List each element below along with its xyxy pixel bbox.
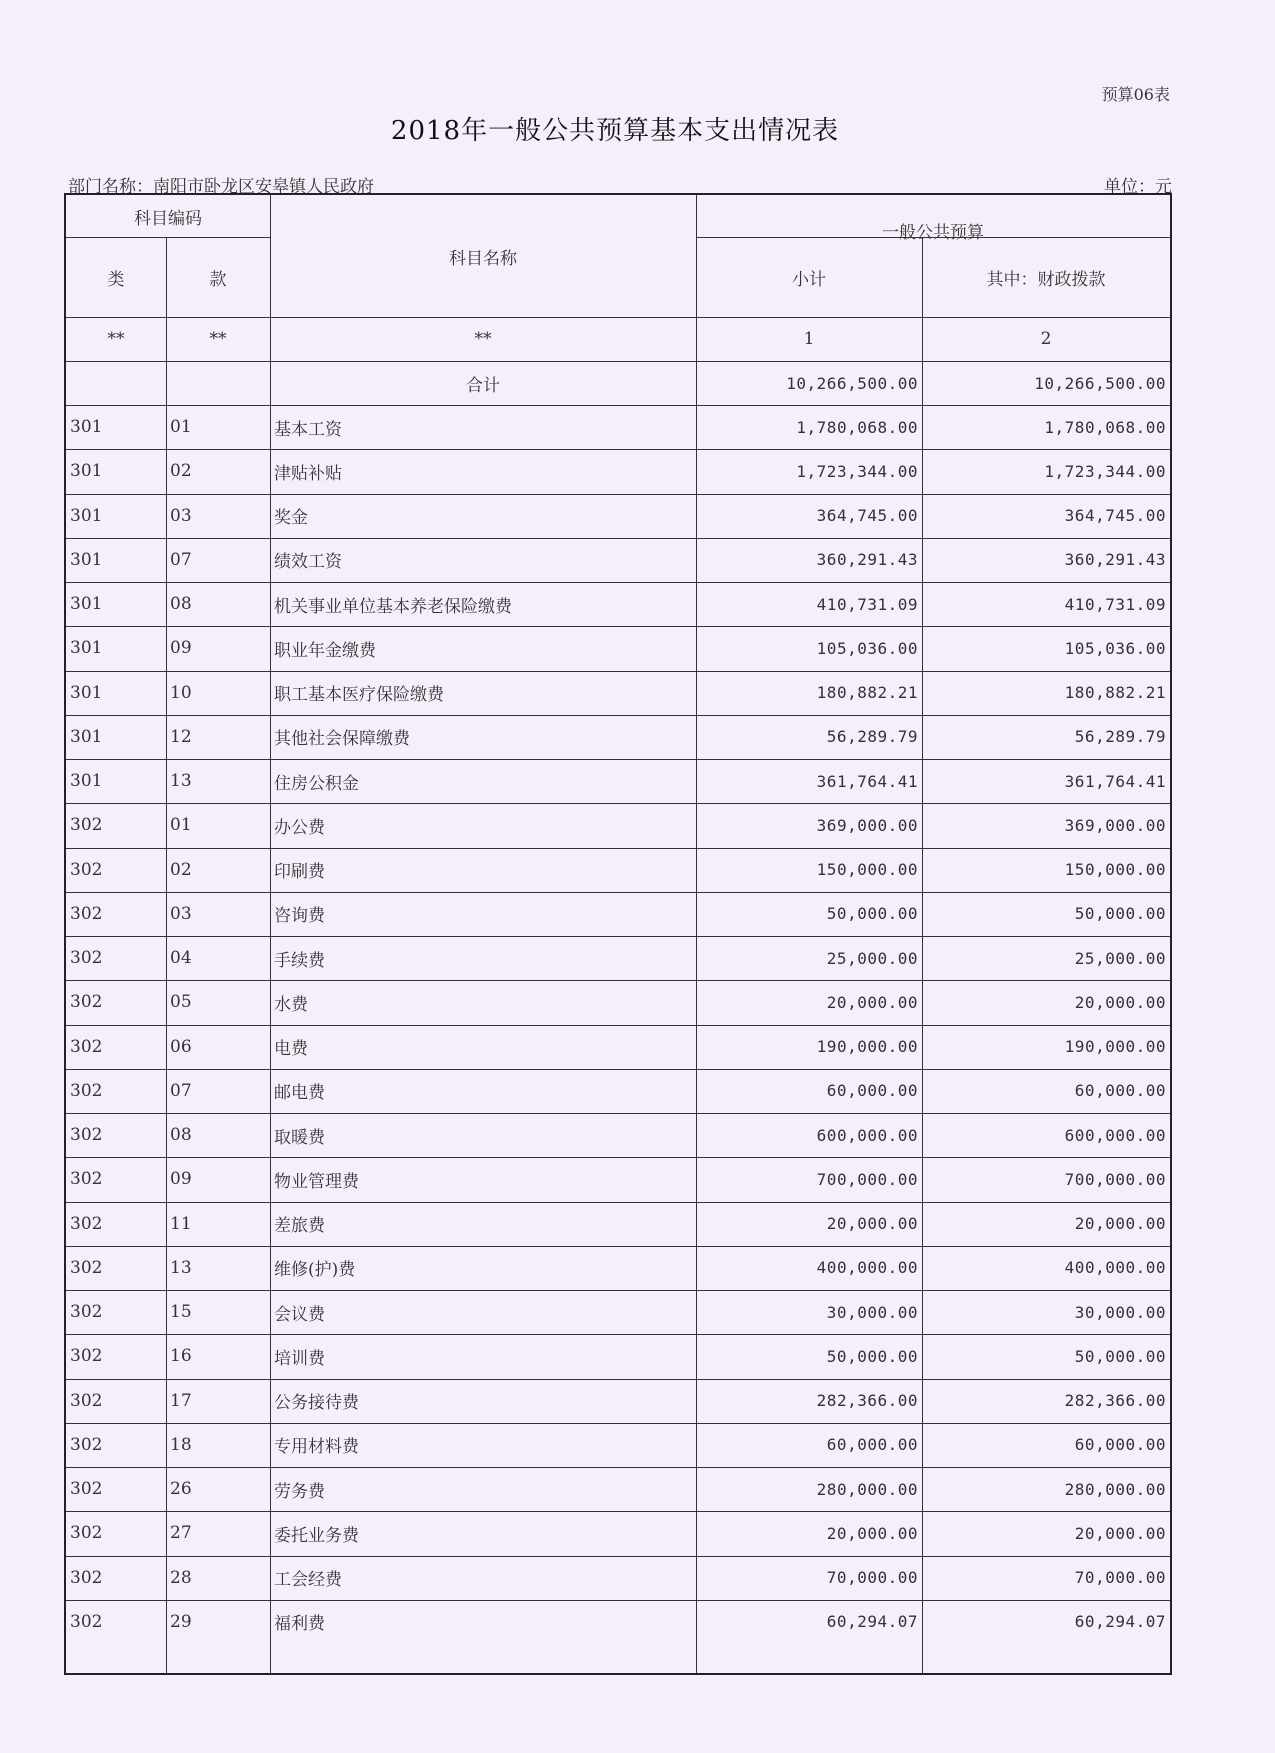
row-item: 04 [170,948,192,969]
row-subject-name: 差旅费 [274,1216,325,1237]
row-subtotal: 410,731.09 [816,594,918,614]
department-label: 部门名称：南阳市卧龙区安皋镇人民政府 [68,177,374,197]
row-item: 28 [170,1567,192,1588]
row-fiscal: 369,000.00 [1064,815,1166,835]
row-item: 02 [170,461,192,482]
row-subject-name: 基本工资 [274,419,342,440]
unit-label: 单位：元 [1104,177,1172,197]
row-subject-name: 劳务费 [274,1481,325,1502]
index-fiscal: 2 [1040,329,1052,349]
row-category: 302 [70,1036,103,1057]
row-category: 301 [70,549,103,570]
index-subtotal: 1 [803,329,815,349]
row-subtotal: 60,294.07 [826,1612,918,1632]
header-subject-name: 科目名称 [449,248,517,269]
row-category: 301 [70,417,103,438]
row-category: 302 [70,903,103,924]
row-category: 301 [70,638,103,659]
row-fiscal: 180,882.21 [1064,683,1166,703]
row-category: 302 [70,1125,103,1146]
row-category: 301 [70,594,103,615]
row-subject-name: 公务接待费 [274,1393,359,1414]
row-category: 302 [70,859,103,880]
row-subject-name: 邮电费 [274,1083,325,1104]
row-fiscal: 60,000.00 [1074,1081,1166,1101]
row-category: 302 [70,992,103,1013]
row-subject-name: 职业年金缴费 [274,640,376,661]
row-item: 29 [170,1611,192,1632]
index-subject-name: ** [474,329,492,349]
rule [66,361,1170,362]
row-subject-name: 取暖费 [274,1127,325,1148]
header-item: 款 [209,269,227,290]
table-grid [66,195,1170,1673]
row-fiscal: 361,764.41 [1064,771,1166,791]
row-fiscal: 20,000.00 [1074,992,1166,1012]
row-subject-name: 电费 [274,1039,308,1060]
row-subtotal: 700,000.00 [816,1169,918,1189]
row-subject-name: 津贴补贴 [274,463,342,484]
row-fiscal: 190,000.00 [1064,1037,1166,1057]
row-category: 302 [70,1567,103,1588]
row-fiscal: 20,000.00 [1074,1214,1166,1234]
row-fiscal: 56,289.79 [1074,727,1166,747]
row-subtotal: 25,000.00 [826,948,918,968]
row-subject-name: 手续费 [274,950,325,971]
row-subtotal: 190,000.00 [816,1037,918,1057]
row-fiscal: 50,000.00 [1074,1346,1166,1366]
row-category: 302 [70,815,103,836]
row-item: 03 [170,505,192,526]
row-item: 05 [170,992,192,1013]
total-label: 合计 [466,375,500,396]
row-subtotal: 20,000.00 [826,1523,918,1543]
row-fiscal: 105,036.00 [1064,638,1166,658]
row-item: 10 [170,682,192,703]
row-fiscal: 70,000.00 [1074,1568,1166,1588]
row-fiscal: 400,000.00 [1064,1258,1166,1278]
index-category: ** [107,329,125,349]
rule [696,237,1170,238]
row-category: 301 [70,726,103,747]
row-item: 11 [170,1213,192,1234]
row-category: 302 [70,1611,103,1632]
row-subtotal: 60,000.00 [826,1435,918,1455]
row-category: 301 [70,505,103,526]
row-item: 15 [170,1302,192,1323]
row-category: 302 [70,1479,103,1500]
row-fiscal: 280,000.00 [1064,1479,1166,1499]
row-fiscal: 30,000.00 [1074,1302,1166,1322]
row-item: 26 [170,1479,192,1500]
row-item: 07 [170,549,192,570]
total-subtotal: 10,266,500.00 [786,373,918,393]
row-item: 08 [170,1125,192,1146]
row-subtotal: 50,000.00 [826,1346,918,1366]
budget-table [64,193,1172,1675]
row-fiscal: 364,745.00 [1064,506,1166,526]
rule [66,317,1170,318]
row-category: 301 [70,682,103,703]
row-category: 301 [70,771,103,792]
row-item: 06 [170,1036,192,1057]
row-category: 302 [70,1257,103,1278]
row-subject-name: 咨询费 [274,906,325,927]
row-subtotal: 280,000.00 [816,1479,918,1499]
row-subtotal: 20,000.00 [826,992,918,1012]
row-subject-name: 物业管理费 [274,1171,359,1192]
row-fiscal: 600,000.00 [1064,1125,1166,1145]
row-category: 302 [70,1080,103,1101]
row-subtotal: 20,000.00 [826,1214,918,1234]
row-item: 13 [170,771,192,792]
row-category: 302 [70,1523,103,1544]
row-item: 07 [170,1080,192,1101]
row-fiscal: 60,000.00 [1074,1435,1166,1455]
row-subtotal: 105,036.00 [816,638,918,658]
row-subject-name: 维修(护)费 [274,1260,356,1281]
row-subject-name: 培训费 [274,1348,325,1369]
row-item: 16 [170,1346,192,1367]
row-item: 27 [170,1523,192,1544]
row-subtotal: 360,291.43 [816,550,918,570]
row-fiscal: 150,000.00 [1064,860,1166,880]
row-subject-name: 奖金 [274,508,308,529]
index-item: ** [209,329,227,349]
row-subtotal: 60,000.00 [826,1081,918,1101]
row-subtotal: 600,000.00 [816,1125,918,1145]
row-subtotal: 50,000.00 [826,904,918,924]
row-category: 302 [70,1213,103,1234]
row-subject-name: 住房公积金 [274,773,359,794]
row-fiscal: 50,000.00 [1074,904,1166,924]
row-subtotal: 282,366.00 [816,1391,918,1411]
row-item: 09 [170,1169,192,1190]
row-fiscal: 700,000.00 [1064,1169,1166,1189]
row-subtotal: 361,764.41 [816,771,918,791]
row-item: 12 [170,726,192,747]
row-subtotal: 1,723,344.00 [796,461,918,481]
row-subtotal: 70,000.00 [826,1568,918,1588]
row-item: 01 [170,417,192,438]
row-category: 302 [70,948,103,969]
row-subject-name: 机关事业单位基本养老保险缴费 [274,596,512,617]
row-subtotal: 30,000.00 [826,1302,918,1322]
rule [66,237,270,238]
row-item: 17 [170,1390,192,1411]
row-fiscal: 20,000.00 [1074,1523,1166,1543]
row-category: 302 [70,1302,103,1323]
row-item: 13 [170,1257,192,1278]
row-subtotal: 150,000.00 [816,860,918,880]
row-subject-name: 福利费 [274,1614,325,1635]
row-category: 302 [70,1346,103,1367]
row-fiscal: 282,366.00 [1064,1391,1166,1411]
row-subject-name: 印刷费 [274,862,325,883]
row-subtotal: 364,745.00 [816,506,918,526]
row-subject-name: 职工基本医疗保险缴费 [274,685,444,706]
row-category: 302 [70,1169,103,1190]
row-subtotal: 400,000.00 [816,1258,918,1278]
row-subject-name: 水费 [274,994,308,1015]
row-subtotal: 180,882.21 [816,683,918,703]
row-item: 08 [170,594,192,615]
row-fiscal: 1,723,344.00 [1044,461,1166,481]
total-fiscal: 10,266,500.00 [1034,373,1166,393]
header-subtotal: 小计 [792,269,826,290]
row-subtotal: 56,289.79 [826,727,918,747]
row-item: 03 [170,903,192,924]
row-subtotal: 369,000.00 [816,815,918,835]
row-category: 302 [70,1434,103,1455]
row-fiscal: 25,000.00 [1074,948,1166,968]
row-item: 09 [170,638,192,659]
row-fiscal: 410,731.09 [1064,594,1166,614]
row-fiscal: 60,294.07 [1074,1612,1166,1632]
row-subject-name: 会议费 [274,1304,325,1325]
form-code: 预算06表 [1101,85,1170,104]
header-code-group: 科目编码 [134,208,202,229]
page-title: 2018年一般公共预算基本支出情况表 [390,116,840,146]
row-item: 02 [170,859,192,880]
row-subject-name: 工会经费 [274,1570,342,1591]
row-subject-name: 办公费 [274,817,325,838]
row-subject-name: 其他社会保障缴费 [274,729,410,750]
row-item: 01 [170,815,192,836]
row-subject-name: 委托业务费 [274,1525,359,1546]
header-budget-group: 一般公共预算 [882,222,984,243]
row-item: 18 [170,1434,192,1455]
row-category: 302 [70,1390,103,1411]
row-fiscal: 360,291.43 [1064,550,1166,570]
row-fiscal: 1,780,068.00 [1044,417,1166,437]
row-category: 301 [70,461,103,482]
row-subject-name: 绩效工资 [274,552,342,573]
row-subtotal: 1,780,068.00 [796,417,918,437]
header-category: 类 [107,269,125,290]
row-subject-name: 专用材料费 [274,1437,359,1458]
header-fiscal: 其中：财政拨款 [986,269,1106,290]
